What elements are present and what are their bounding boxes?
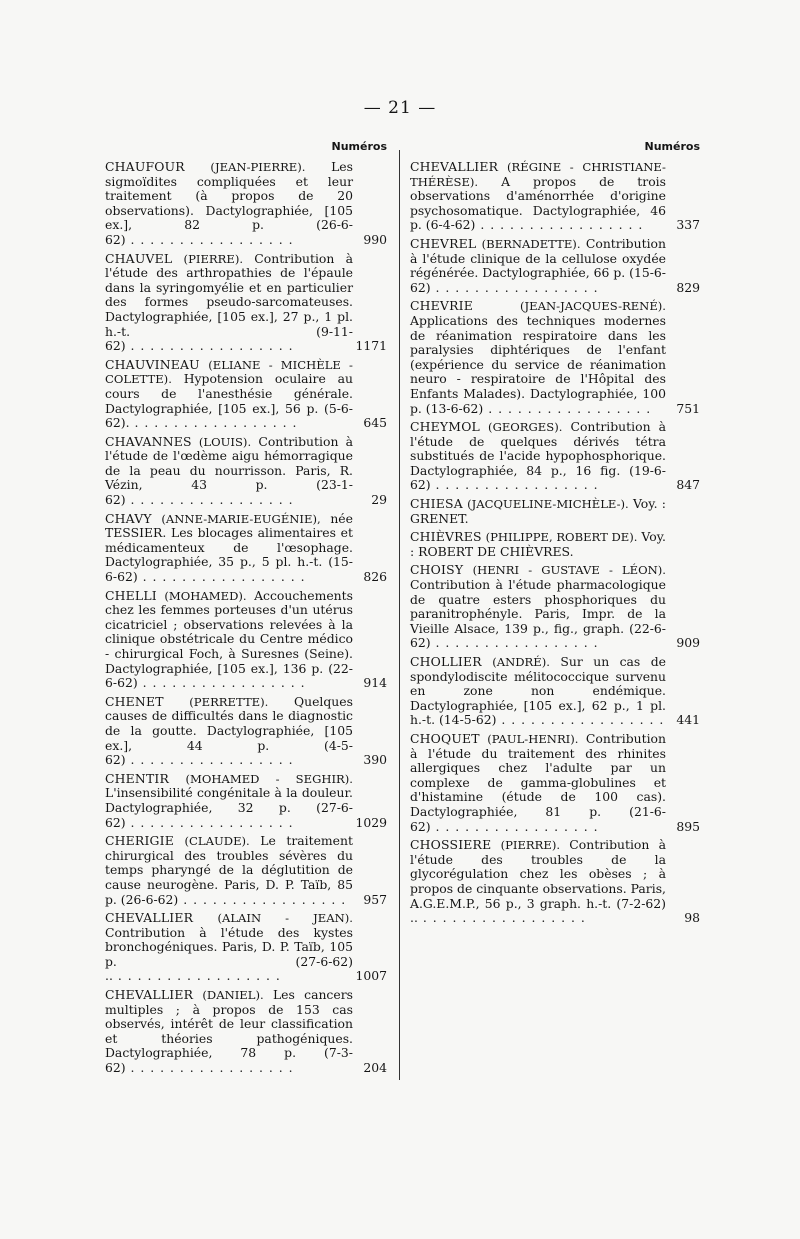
entry-number: 441 [676,712,700,728]
entry-number: 1007 [355,968,387,984]
entry-surname: CHERIGIE [105,833,174,849]
entry-surname: CHEVALLIER [105,987,194,1003]
entry-description: Contribution à l'étude clinique de la cellulose oxydée régénérée. Dactylographiée, 66 p. (15-6-62) . . . [410,236,666,295]
entry-number: 204 [363,1060,387,1076]
entry-given-names: (BERNADETTE). [481,236,581,251]
entry-given-names: (JEAN-JACQUES-RENÉ). [520,299,666,314]
index-entry [410,237,700,295]
entry-surname: CHIÈVRES [410,529,482,545]
entry-given-names: (PIERRE). [183,251,244,266]
entry-surname: CHEVALLIER [410,159,499,174]
entry-description: Contribution à l'étude de l'œdème aigu hémorragique de la peau du nourrisson. Paris, R. Vézin, 43 p. (23-1-62) . . . [105,434,353,507]
entry-given-names: (ALAIN - JEAN). [217,911,353,926]
entry-surname: CHOQUET [410,730,480,746]
index-entry [410,160,700,233]
entry-description: Voy. : GRENET. [410,496,666,526]
entry-number: 390 [363,752,387,768]
index-entry [410,420,700,493]
entry-number: 337 [676,217,700,233]
entry-surname: CHENET [105,693,164,709]
entry-surname: CHEVREL [410,235,477,251]
entry-number: 914 [363,675,387,691]
entry-given-names: (MOHAMED). [164,588,247,603]
entry-given-names: (MOHAMED - SEGHIR). [185,771,353,786]
entry-number: 826 [363,569,387,585]
index-entry [410,655,700,728]
index-entry [410,530,700,559]
entry-description: née TESSIER. Les blocages alimentaires et médicamenteux de l'œsophage. Dactylographiée, 35 p., 5 pl. h.-t. (15-6-62) . . . [105,511,353,584]
index-entry [105,589,387,691]
entry-surname: CHOLLIER [410,654,482,669]
entry-description: Contribution à l'étude des kystes bronchogéniques. Paris, D. P. Taïb, 105 p. (27-6-62) .. . . . [105,925,353,984]
index-entry [105,911,387,984]
entry-surname: CHAVANNES [105,433,192,449]
index-entry [105,512,387,585]
entry-number: 895 [676,818,700,834]
right-entry-list [410,160,700,926]
entry-surname: CHEVRIE [410,298,473,314]
left-column-header: Numéros [331,140,387,153]
column-divider [399,150,400,1080]
index-entry [105,834,387,907]
entry-surname: CHAUVEL [105,250,173,266]
entry-surname: CHIESA [410,496,463,512]
entry-description: Applications des techniques modernes de réanimation respiratoire dans les paralysies diphtériques de l'enfant (expérience du service de réanimation neuro - respiratoire de l'Hôpital des Enfants Malades). Dactylographiée, 100 p. (13-6-62) . . . [410,313,666,416]
entry-surname: CHOSSIERE [410,837,492,853]
entry-given-names: (ANNE-MARIE-EUGÉNIE), [161,511,321,526]
entry-surname: CHAVY [105,510,152,526]
entry-given-names: (LOUIS). [198,434,252,449]
entry-description: Contribution à l'étude des arthropathies de l'épaule dans la syringomyélie et en particulier des formes pseudo-sarcomateuses. Dactylographiée, [105 ex.], 27 p., 1 pl. h.-t. (9-11-62) . . . [105,251,353,354]
index-entry [105,772,387,830]
entry-given-names: (HENRI - GUSTAVE - LÉON). [472,563,666,578]
page-number: — 21 — [363,98,437,118]
entry-description: Le traitement chirurgical des troubles sévères du temps pharyngé de la déglutition de cause neurogène. Paris, D. P. Taïb, 85 p. (26-6-62) . . . [105,833,353,906]
index-entry [105,435,387,508]
entry-given-names: (PAUL-HENRI). [487,731,579,746]
entry-surname: CHAUFOUR [105,159,185,174]
entry-description: Contribution à l'étude du traitement des rhinites allergiques chez l'adulte par un complexe de gamma-globulines et d'histamine (étude de 100 cas). Dactylographiée, 81 p. (21-6-62) . . . [410,731,666,834]
index-entry [105,358,387,431]
entry-surname: CHOISY [410,562,464,578]
entry-description: Quelques causes de difficultés dans le diagnostic de la goutte. Dactylographiée, [105 ex.], 44 p. (4-5-62) . . . [105,694,353,767]
entry-description: Contribution à l'étude des troubles de la glycorégulation chez les obèses ; à propos de cinquante observations. Paris, A.G.E.M.P., 56 p., 3 graph. h.-t. (7-2-62) .. . . . [410,837,666,925]
entry-number: 829 [676,279,700,295]
entry-description: L'insensibilité congénitale à la douleur. Dactylographiée, 32 p. (27-6-62) . . . [105,785,353,829]
left-entry-list [105,160,387,1076]
entry-surname: CHELLI [105,587,157,603]
index-entry [410,497,700,526]
entry-number: 98 [684,910,700,926]
entry-description: Hypotension oculaire au cours de l'anesthésie générale. Dactylographiée, [105 ex.], 56 p. (5-6-62). . . . [105,371,353,430]
entry-surname: CHEYMOL [410,419,480,435]
left-column [105,140,387,1080]
entry-given-names: (PIERRE). [500,838,561,853]
index-entry [410,563,700,651]
entry-description: Contribution à l'étude de quelques dérivés tétra substitués de l'acide hypophosphorique. Dactylographiée, 84 p., 16 fig. (19-6-62) . . . [410,419,666,492]
entry-description: Accouchements chez les femmes porteuses d'un utérus cicatriciel ; observations relevées à la clinique obstétricale du Centre médico - chirurgical Foch, à Suresnes (Seine). Dactylographiée, [105 ex.], 136 p. (22-6-62) . . . [105,588,353,691]
entry-surname: CHEVALLIER [105,910,194,926]
entry-description: Les cancers multiples ; à propos de 153 cas observés, intérêt de leur classification et théories pathogéniques. Dactylographiée, 78 p. (7-3-62) . . . [105,987,353,1075]
entry-given-names: (PHILIPPE, ROBERT DE). [485,530,638,545]
entry-number: 29 [371,492,387,508]
entry-description: Les sigmoïdites compliquées et leur traitement (à propos de 20 observations). Dactylographiée, [105 ex.], 82 p. (26-6-62) . . . [105,159,353,247]
entry-number: 957 [363,891,387,907]
entry-number: 751 [676,400,700,416]
index-entry [410,838,700,926]
entry-number: 909 [676,635,700,651]
index-entry [105,988,387,1076]
right-column-header: Numéros [644,140,700,153]
entry-given-names: (CLAUDE). [184,834,250,849]
entry-given-names: (ANDRÉ). [492,655,550,669]
entry-description: A propos de trois observations d'aménorrhée d'origine psychosomatique. Dactylographiée, 46 p. (6-4-62) . . . [410,174,666,233]
entry-number: 990 [363,231,387,247]
entry-number: 645 [363,415,387,431]
entry-surname: CHENTIR [105,770,170,786]
index-entry [410,732,700,834]
entry-description: Voy. : ROBERT DE CHIÈVRES. [410,529,666,559]
entry-given-names: (ELIANE - MICHÈLE - COLETTE). [105,357,353,387]
entry-number: 1171 [355,338,387,354]
entry-given-names: (DANIEL). [202,988,264,1003]
index-entry [105,695,387,768]
entry-description: Sur un cas de spondylodiscite mélitococcique survenu en zone non endémique. Dactylographiée, [105 ex.], 62 p., 1 pl. h.-t. (14-5-62) . . . [410,654,666,727]
index-entry [105,160,387,248]
index-entry [410,299,700,416]
entry-number: 847 [676,477,700,493]
entry-given-names: (PERRETTE). [189,694,269,709]
entry-given-names: (JEAN-PIERRE). [210,160,306,174]
entry-surname: CHAUVINEAU [105,356,200,372]
entry-given-names: (RÉGINE - CHRISTIANE-THÉRÈSE). [410,160,666,189]
entry-given-names: (GEORGES). [488,420,563,435]
index-entry [105,252,387,354]
entry-description: Contribution à l'étude pharmacologique de quatre esters phosphoriques du paranitrophényle. Paris, Impr. de la Vieille Alsace, 139 p., fig., graph. (22-6-62) . . . [410,577,666,650]
entry-given-names: (JACQUELINE-MICHÈLE-). [467,497,629,512]
entry-number: 1029 [355,814,387,830]
right-column [410,140,700,930]
